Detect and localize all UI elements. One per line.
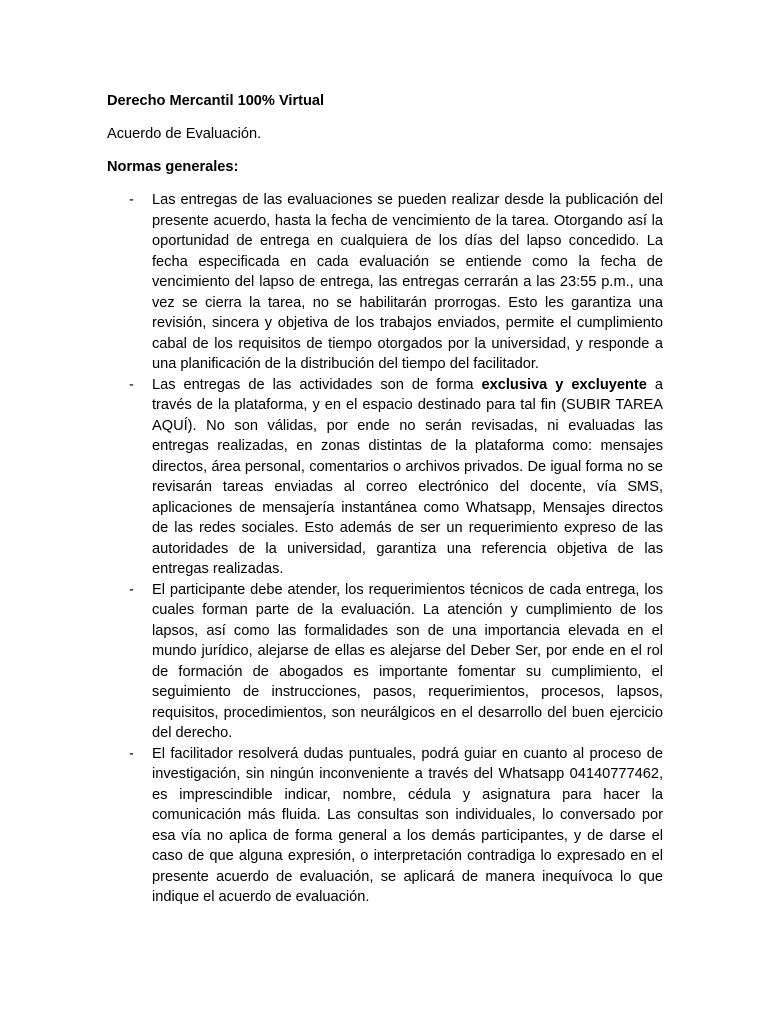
rule-text: El participante debe atender, los requerimientos técnicos de cada entrega, los cuales forman parte de la evaluación. La atención y cumplimiento de los lapsos, así como las formalidades son de una importancia elevada en el mundo jurídico, alejarse de ellas es alejarse del Deber Ser, por ende en el rol de formación de abogados es importante fomentar su cumplimiento, el seguimiento de instrucciones, pasos, requerimientos, procesos, lapsos, requisitos, procedimientos, son neurálgicos en el desarrollo del buen ejercicio del derecho. [152,581,663,741]
rule-item [107,744,663,908]
rule-text-start: Las entregas de las actividades son de forma [152,376,482,393]
rules-list [107,190,663,908]
rule-text: Las entregas de las evaluaciones se pueden realizar desde la publicación del presente acuerdo, hasta la fecha de vencimiento de la tarea. Otorgando así la oportunidad de entrega en cualquiera de los días del lapso concedido. La fecha especificada en cada evaluación se entiende como la fecha de vencimiento del lapso de entrega, las entregas cerrarán a las 23:55 p.m., una vez se cierra la tarea, no se habilitarán prorrogas. Esto les garantiza una revisión, sincera y objetiva de los trabajos enviados, permite el cumplimiento cabal de los requisitos de tiempo otorgados por la universidad, y responde a una planificación de la distribución del tiempo del facilitador. [152,192,663,372]
rule-text-emphasis: exclusiva y excluyente [481,376,647,393]
rule-text-end: a través de la plataforma, y en el espacio destinado para tal fin (SUBIR TAREA AQUÍ). No son válidas, por ende no serán revisadas, ni evaluadas las entregas realizadas, en zonas distintas de la plataforma como: mensajes directos, área personal, comentarios o archivos privados. De igual forma no se revisarán tareas enviadas al correo electrónico del docente, vía SMS, aplicaciones de mensajería instantánea como Whatsapp, Mensajes directos de las redes sociales. Esto además de ser un requerimiento expreso de las autoridades de la universidad, garantiza una referencia objetiva de las entregas realizadas. [152,376,664,577]
rule-text: El facilitador resolverá dudas puntuales, podrá guiar en cuanto al proceso de investigación, sin ningún inconveniente a través del Whatsapp 04140777462, es imprescindible indicar, nombre, cédula y asignatura para hacer la comunicación más fluida. Las consultas son individuales, lo conversado por esa vía no aplica de forma general a los demás participantes, y de darse el caso de que alguna expresión, o interpretación contradiga lo expresado en el presente acuerdo de evaluación, se aplicará de manera inequívoca lo que indique el acuerdo de evaluación. [152,745,663,905]
document-title: Derecho Mercantil 100% Virtual [107,93,325,109]
rule-item [107,375,663,580]
bullet-marker: - [129,376,134,393]
bullet-marker: - [129,581,134,598]
rule-item [107,580,663,744]
document-subtitle: Acuerdo de Evaluación. [107,126,262,142]
rule-text [152,375,663,580]
section-heading: Normas generales: [107,159,239,175]
rule-item [107,190,663,375]
bullet-marker: - [129,192,134,208]
bullet-marker: - [129,745,134,762]
